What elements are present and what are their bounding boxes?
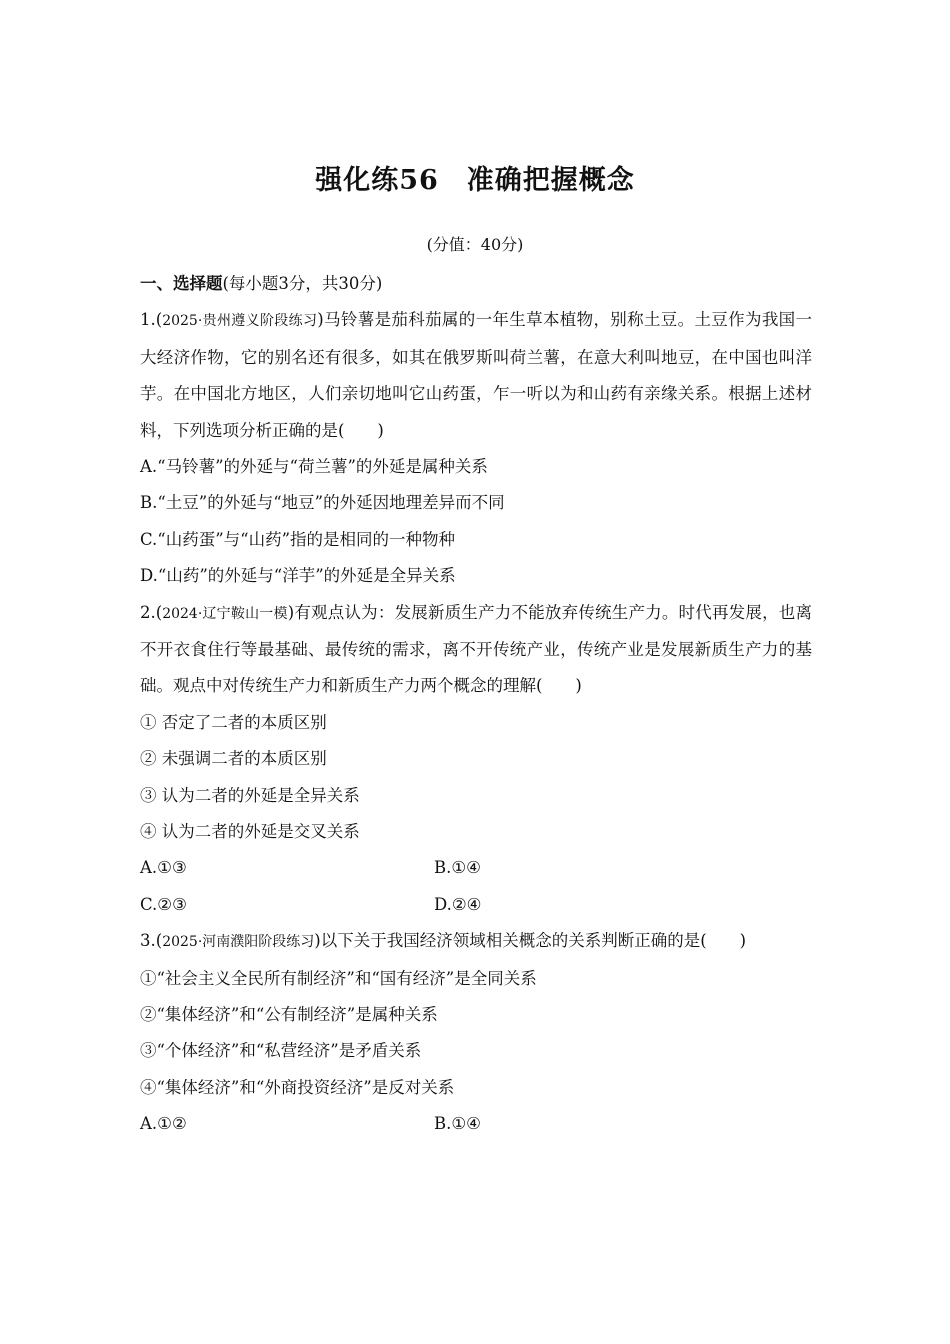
question-1-text: )马铃薯是茄科茄属的一年生草本植物，别称土豆。土豆作为我国一大经济作物，它的别名还有很多，如其在俄罗斯叫荷兰薯，在意大利叫地豆，在中国也叫洋芋。在中国北方地区，人们亲切地叫它山药蛋，乍一听以为和山药有亲缘关系。根据上述材料，下列选项分析正确的是( ): [140, 310, 812, 440]
question-3-source: 2025·河南濮阳阶段练习: [162, 934, 315, 951]
question-3-item-3: ③“个体经济”和“私营经济”是矛盾关系: [140, 1041, 422, 1061]
question-2-item-3: ③ 认为二者的外延是全异关系: [140, 785, 360, 805]
score-note: (分值：40分): [426, 235, 524, 254]
question-1-source: 2025·贵州遵义阶段练习: [162, 313, 318, 330]
question-3-option-a: A.①②: [140, 1114, 187, 1134]
question-1-option-b: B.“土豆”的外延与“地豆”的外延因地理差异而不同: [140, 493, 505, 513]
question-2-item-2: ② 未强调二者的本质区别: [140, 749, 327, 769]
question-2-number: 2.(: [140, 602, 163, 622]
question-2-option-d: D.②④: [434, 894, 482, 914]
question-2-options-row-1: [140, 850, 812, 886]
question-2-option-c: C.②③: [140, 894, 187, 914]
question-2-item-1: ① 否定了二者的本质区别: [140, 712, 327, 732]
question-3-text: )以下关于我国经济领域相关概念的关系判断正确的是( ): [314, 931, 747, 951]
question-3-item-1: ①“社会主义全民所有制经济”和“国有经济”是全同关系: [140, 968, 537, 988]
question-1-option-d: D.“山药”的外延与“洋芋”的外延是全异关系: [140, 566, 456, 586]
question-3-item-2: ②“集体经济”和“公有制经济”是属种关系: [140, 1004, 438, 1024]
section-heading-prefix: 一、选择题: [140, 274, 223, 293]
content: [140, 266, 812, 1143]
question-2-text: )有观点认为：发展新质生产力不能放弃传统生产力。时代再发展，也离不开衣食住行等最基础、最传统的需求，离不开传统产业，传统产业是发展新质生产力的基础。观点中对传统生产力和新质生产力两个概念的理解( ): [140, 602, 812, 696]
question-3-item-4: ④“集体经济”和“外商投资经济”是反对关系: [140, 1077, 455, 1097]
question-1-option-a: A.“马铃薯”的外延与“荷兰薯”的外延是属种关系: [140, 457, 488, 477]
question-2-source: 2024·辽宁鞍山一模: [162, 605, 288, 622]
question-3-stem: [140, 923, 812, 960]
question-2-item-4: ④ 认为二者的外延是交叉关系: [140, 821, 360, 841]
page-title: 强化练56 准确把握概念: [315, 165, 635, 196]
question-2-option-a: A.①③: [140, 858, 187, 878]
question-3-number: 3.(: [140, 931, 163, 951]
question-1-stem: [140, 302, 812, 449]
question-2-option-b: B.①④: [434, 858, 481, 878]
question-3-options-row-1: [140, 1106, 812, 1142]
question-1-number: 1.(: [140, 310, 163, 330]
question-1-option-c: C.“山药蛋”与“山药”指的是相同的一种物种: [140, 529, 456, 549]
question-2-stem: [140, 595, 812, 705]
question-3-option-b: B.①④: [434, 1114, 481, 1134]
section-heading-suffix: (每小题3分，共30分): [222, 274, 383, 293]
question-2-options-row-2: [140, 887, 812, 923]
section-heading: [140, 266, 812, 302]
